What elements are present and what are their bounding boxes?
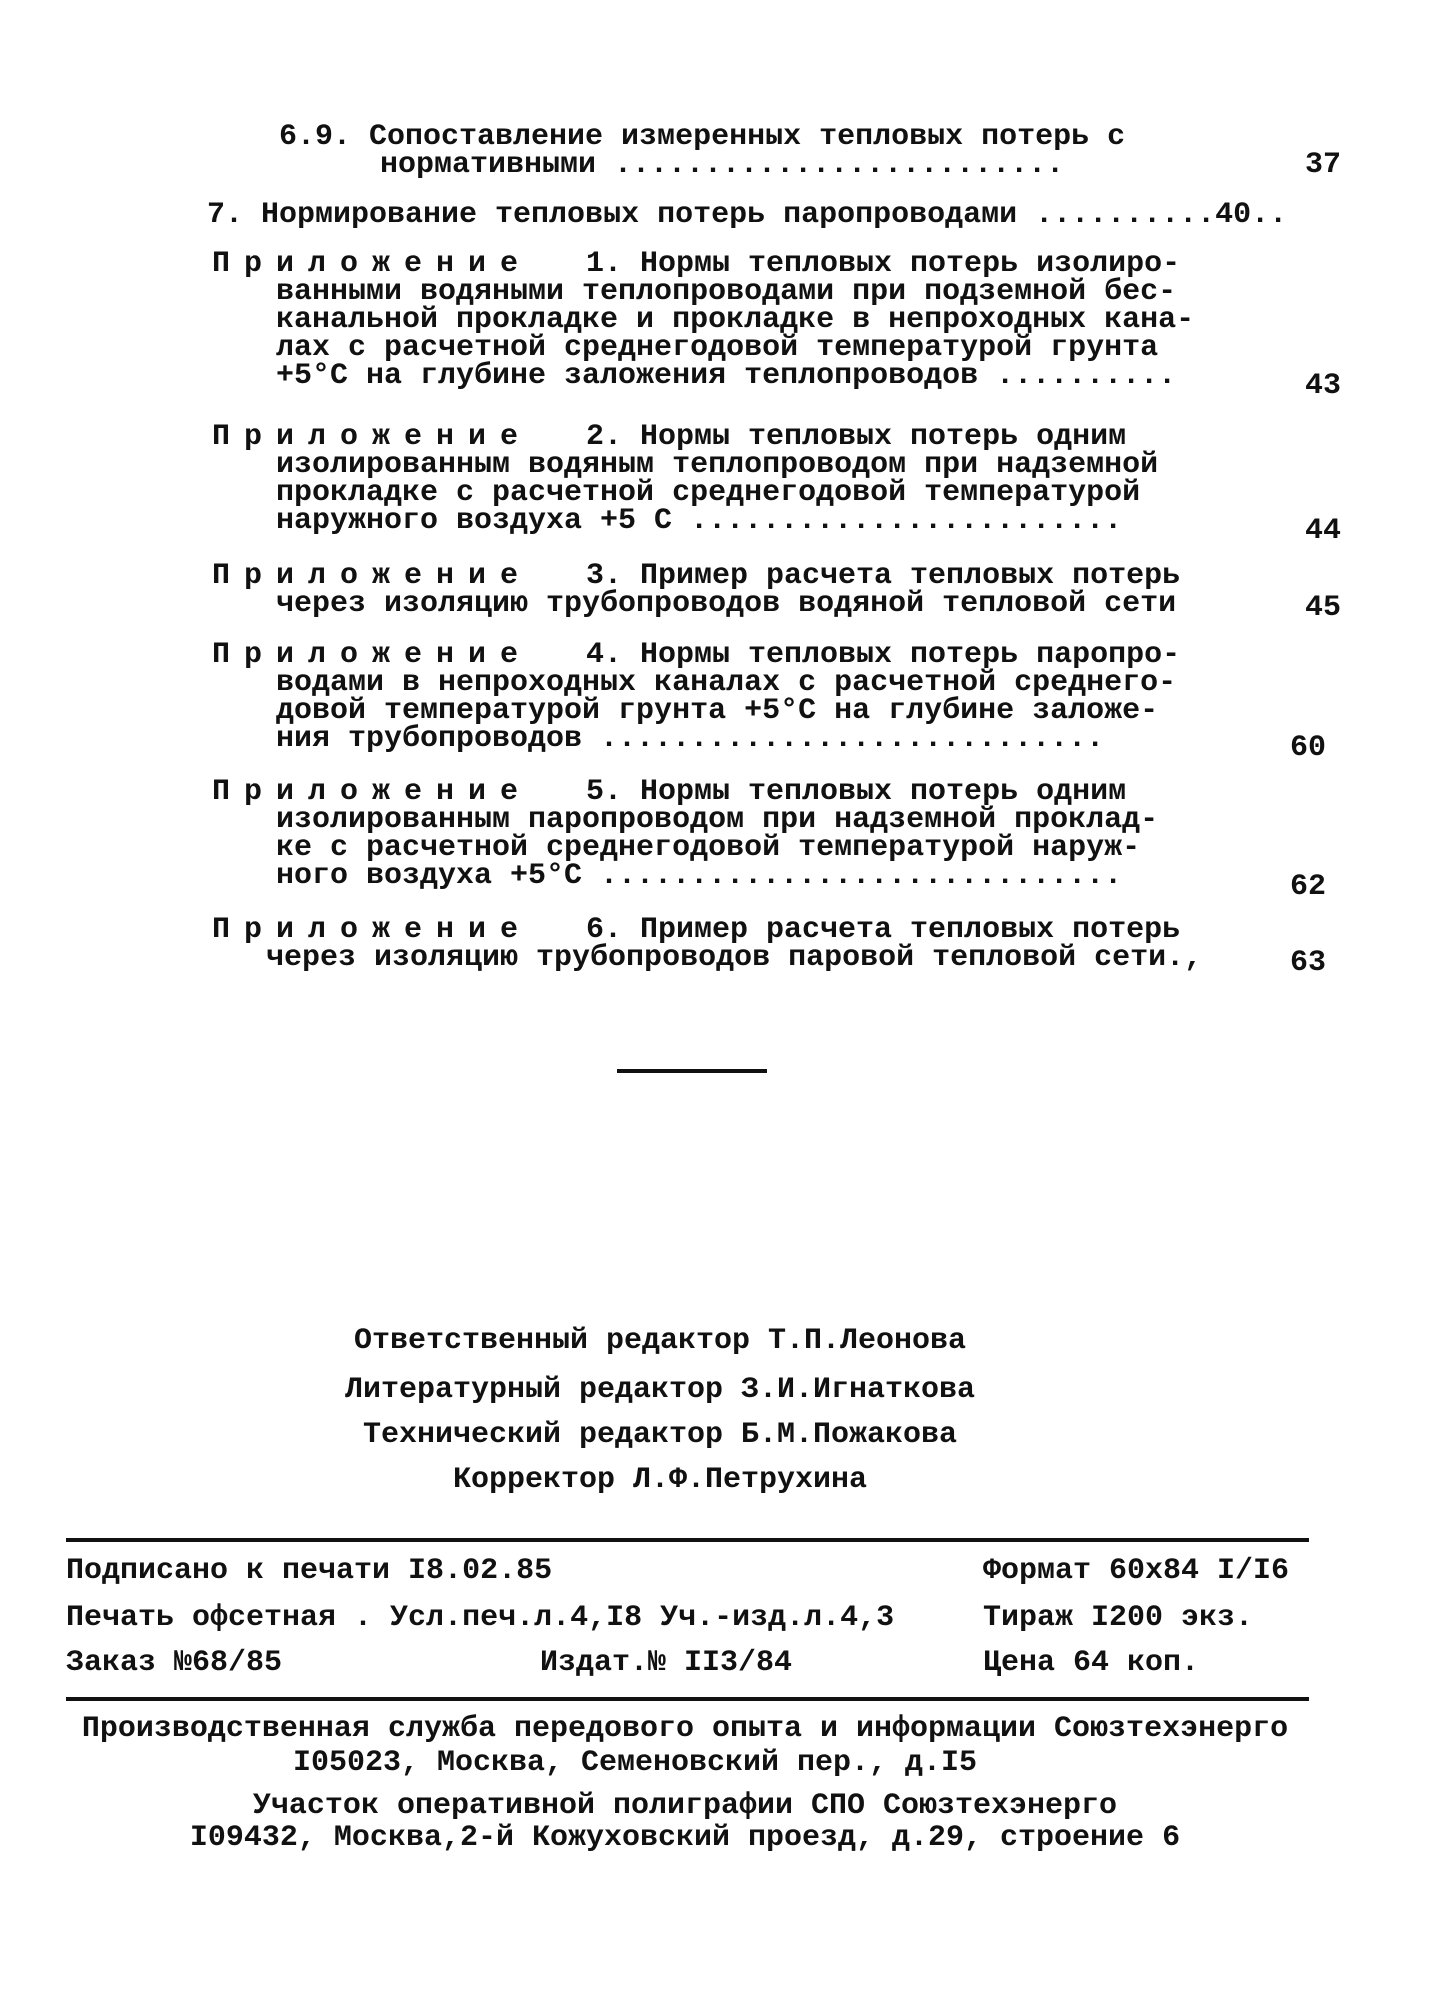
toc-line: изолированным паропроводом при надземной проклад-: [276, 803, 1159, 837]
toc-page: 62: [1290, 870, 1327, 904]
toc-line: +5°С на глубине заложения теплопроводов ..........: [276, 359, 1177, 393]
appendix-label: Приложение: [212, 559, 533, 593]
toc-line: прокладке с расчетной среднегодовой температурой: [276, 476, 1141, 510]
toc-entry-6-9-line1: 6.9. Сопоставление измеренных тепловых потерь с: [279, 120, 1126, 154]
divider: [617, 1069, 767, 1073]
toc-line: 5. Нормы тепловых потерь одним: [586, 775, 1127, 809]
toc-line: через изоляцию трубопроводов паровой тепловой сети.,: [266, 941, 1203, 975]
toc-page: 63: [1290, 946, 1327, 980]
toc-entry-7: 7. Нормирование тепловых потерь паропроводами ..........40..: [207, 198, 1288, 232]
toc-line: ного воздуха +5°С .............................: [276, 859, 1123, 893]
toc-line: наружного воздуха +5 С ........................: [276, 504, 1123, 538]
toc-line: 4. Нормы тепловых потерь паропро-: [586, 638, 1181, 672]
imprint-format: Формат 60х84 I/I6: [983, 1554, 1290, 1588]
credit-line: Ответственный редактор Т.П.Леонова: [353, 1324, 967, 1358]
imprint-order: Заказ №68/85: [66, 1646, 283, 1680]
toc-line: 1. Нормы тепловых потерь изолиро-: [586, 247, 1181, 281]
publisher-address: I05023, Москва, Семеновский пер., д.I5: [292, 1746, 978, 1780]
divider: [66, 1538, 1309, 1542]
imprint-print: Печать офсетная . Усл.печ.л.4,I8 Уч.-изд.л.4,3: [66, 1601, 895, 1635]
toc-line: 6. Пример расчета тепловых потерь: [586, 913, 1181, 947]
toc-line: лах с расчетной среднегодовой температурой грунта: [276, 331, 1159, 365]
toc-line: 3. Пример расчета тепловых потерь: [586, 559, 1181, 593]
divider: [66, 1697, 1309, 1701]
credit-line: Корректор Л.Ф.Петрухина: [452, 1463, 868, 1497]
toc-line: ванными водяными теплопроводами при подземной бес-: [276, 275, 1177, 309]
toc-line: через изоляцию трубопроводов водяной тепловой сети: [276, 587, 1177, 621]
toc-line: ке с расчетной среднегодовой температурой наруж-: [276, 831, 1141, 865]
credit-line: Литературный редактор З.И.Игнаткова: [344, 1373, 976, 1407]
printer-address: I09432, Москва,2-й Кожуховский проезд, д.29, строение 6: [189, 1821, 1181, 1855]
appendix-label: Приложение: [212, 638, 533, 672]
credit-line: Технический редактор Б.М.Пожакова: [362, 1418, 958, 1452]
publisher-line: Производственная служба передового опыта и информации Союзтехэнерго: [81, 1712, 1289, 1746]
toc-page: 37: [1305, 148, 1342, 182]
imprint-signed: Подписано к печати I8.02.85: [66, 1554, 553, 1588]
toc-entry-6-9-line2: нормативными .........................: [380, 148, 1065, 182]
imprint-run: Тираж I200 экз.: [983, 1601, 1254, 1635]
toc-line: 2. Нормы тепловых потерь одним: [586, 420, 1127, 454]
printer-line: Участок оперативной полиграфии СПО Союзтехэнерго: [252, 1789, 1118, 1823]
appendix-label: Приложение: [212, 913, 533, 947]
imprint-price: Цена 64 коп.: [983, 1646, 1200, 1680]
appendix-label: Приложение: [212, 775, 533, 809]
toc-page: 43: [1305, 369, 1342, 403]
appendix-label: Приложение: [212, 247, 533, 281]
appendix-label: Приложение: [212, 420, 533, 454]
toc-line: канальной прокладке и прокладке в непроходных кана-: [276, 303, 1195, 337]
toc-page: 45: [1305, 591, 1342, 625]
toc-page: 44: [1305, 514, 1342, 548]
toc-line: водами в непроходных каналах с расчетной среднего-: [276, 666, 1177, 700]
toc-line: довой температурой грунта +5°С на глубине заложе-: [276, 694, 1159, 728]
toc-line: изолированным водяным теплопроводом при надземной: [276, 448, 1159, 482]
toc-page: 60: [1290, 731, 1327, 765]
imprint-edition: Издат.№ II3/84: [540, 1646, 793, 1680]
toc-line: ния трубопроводов ............................: [276, 722, 1105, 756]
